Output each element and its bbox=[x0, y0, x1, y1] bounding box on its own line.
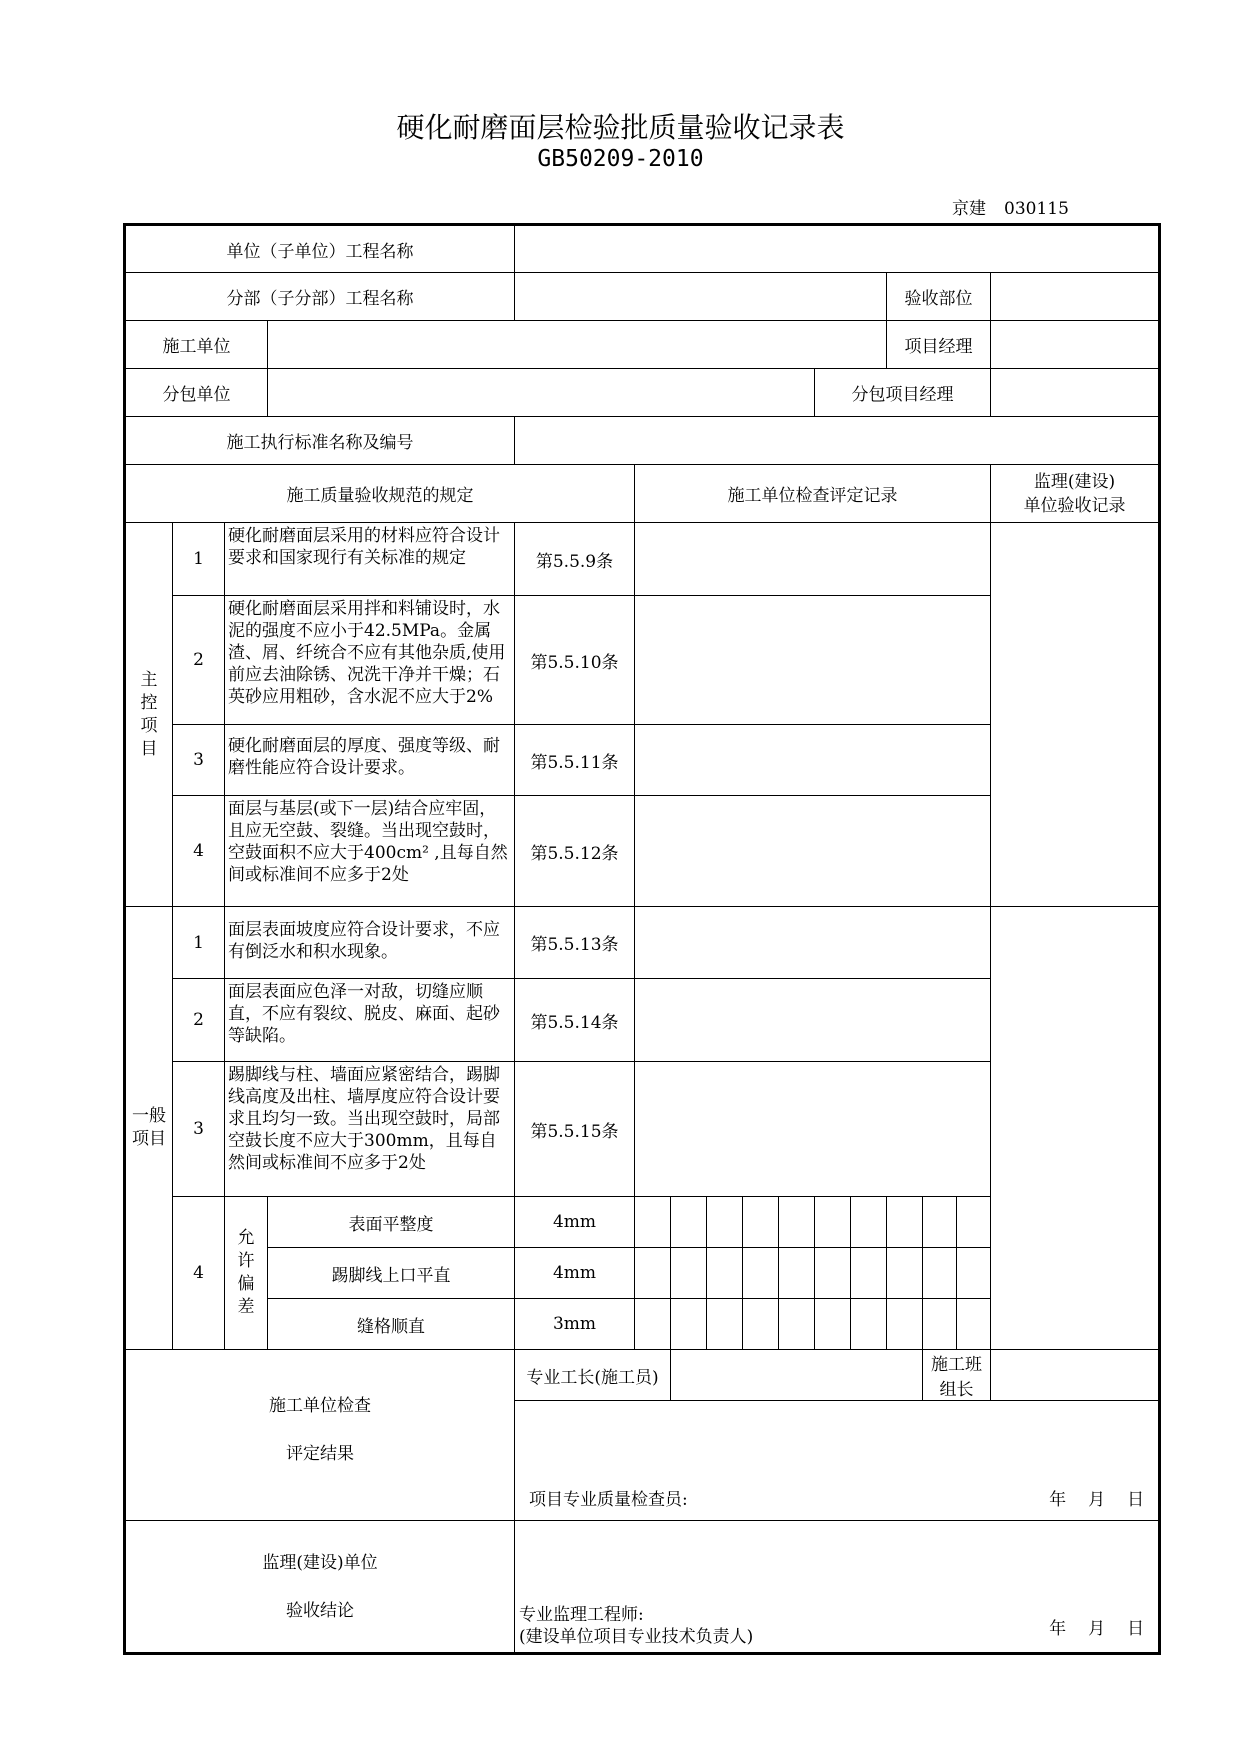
month-label: 月 bbox=[1088, 1490, 1106, 1510]
measurement-cell[interactable] bbox=[707, 1299, 743, 1350]
unit-project-label: 单位（子单位）工程名称 bbox=[125, 225, 515, 273]
team-leader-value[interactable] bbox=[991, 1350, 1160, 1401]
subcontract-unit-value[interactable] bbox=[268, 369, 815, 417]
main-control-label-char: 主 bbox=[140, 669, 158, 690]
measurement-cell[interactable] bbox=[635, 1299, 671, 1350]
supervision-date bbox=[1027, 1614, 1144, 1639]
check-record-cell[interactable] bbox=[635, 596, 991, 725]
day-label: 日 bbox=[1127, 1490, 1145, 1510]
requirement-text bbox=[225, 1062, 515, 1197]
project-manager-value[interactable] bbox=[991, 321, 1160, 369]
main-control-label-char: 目 bbox=[140, 738, 158, 759]
construction-unit-value[interactable] bbox=[268, 321, 887, 369]
standard-label: 施工执行标准名称及编号 bbox=[125, 417, 515, 465]
requirement-text bbox=[225, 907, 515, 979]
measurement-cell[interactable] bbox=[635, 1248, 671, 1299]
check-record-cell[interactable] bbox=[635, 1062, 991, 1197]
supervision-header-line1: 监理(建设) bbox=[1033, 471, 1116, 492]
item-number: 2 bbox=[173, 596, 225, 725]
measurement-cell[interactable] bbox=[957, 1248, 991, 1299]
team-leader-label: 施工班组长 bbox=[923, 1350, 991, 1401]
construction-result-line2: 评定结果 bbox=[286, 1444, 354, 1464]
tolerance-label-char: 差 bbox=[237, 1297, 255, 1317]
construction-result-area[interactable] bbox=[515, 1401, 1160, 1521]
clause-ref: 第5.5.10条 bbox=[515, 596, 635, 725]
engineer-label: 专业监理工程师: bbox=[519, 1605, 644, 1625]
requirement-text bbox=[225, 796, 515, 907]
unit-project-value[interactable] bbox=[515, 225, 1160, 273]
measurement-cell[interactable] bbox=[887, 1197, 923, 1248]
clause-ref: 第5.5.13条 bbox=[515, 907, 635, 979]
tolerance-label-char: 许 bbox=[237, 1251, 255, 1271]
requirement-text-body: 面层表面坡度应符合设计要求，不应有倒泛水和积水现象。 bbox=[228, 920, 500, 962]
measurement-cell[interactable] bbox=[743, 1299, 779, 1350]
supervision-result-line2: 验收结论 bbox=[286, 1600, 354, 1621]
measurement-cell[interactable] bbox=[851, 1197, 887, 1248]
sub-project-value[interactable] bbox=[515, 273, 887, 321]
measurement-cell[interactable] bbox=[957, 1197, 991, 1248]
check-record-cell[interactable] bbox=[635, 907, 991, 979]
check-record-cell[interactable] bbox=[635, 725, 991, 796]
item-number: 3 bbox=[173, 725, 225, 796]
check-record-cell[interactable] bbox=[635, 523, 991, 596]
item-number: 3 bbox=[173, 1062, 225, 1197]
measurement-cell[interactable] bbox=[851, 1248, 887, 1299]
requirement-text-body: 面层与基层(或下一层)结合应牢固，且应无空鼓、裂缝。当出现空鼓时，空鼓面积不应大于400cm² ,且每自然间或标准间不应多于2处 bbox=[228, 799, 508, 885]
tolerance-item: 踢脚线上口平直 bbox=[268, 1248, 515, 1299]
page-title: 硬化耐磨面层检验批质量验收记录表 bbox=[396, 111, 845, 144]
year-label: 年 bbox=[1049, 1490, 1067, 1510]
tolerance-item: 缝格顺直 bbox=[268, 1299, 515, 1350]
sub-project-label: 分部（子分部）工程名称 bbox=[125, 273, 515, 321]
requirement-text-body: 硬化耐磨面层采用的材料应符合设计要求和国家现行有关标准的规定 bbox=[228, 526, 500, 568]
measurement-cell[interactable] bbox=[671, 1299, 707, 1350]
spec-column-header: 施工质量验收规范的规定 bbox=[125, 465, 635, 523]
item-number: 4 bbox=[173, 1197, 225, 1350]
requirement-text-body: 硬化耐磨面层的厚度、强度等级、耐磨性能应符合设计要求。 bbox=[228, 736, 500, 778]
standard-value[interactable] bbox=[515, 417, 1160, 465]
form-code-prefix: 京建 bbox=[952, 199, 986, 219]
tolerance-label-char: 偏 bbox=[237, 1274, 255, 1294]
inspector-label: 项目专业质量检查员: bbox=[529, 1490, 688, 1510]
tolerance-label-char: 允 bbox=[237, 1228, 255, 1248]
year-label: 年 bbox=[1049, 1618, 1067, 1639]
standard-code: GB50209-2010 bbox=[537, 146, 704, 172]
measurement-cell[interactable] bbox=[815, 1248, 851, 1299]
tolerance-value: 4mm bbox=[515, 1197, 635, 1248]
clause-ref: 第5.5.12条 bbox=[515, 796, 635, 907]
subcontract-manager-label: 分包项目经理 bbox=[815, 369, 991, 417]
general-label-line1: 一般 bbox=[132, 1106, 166, 1126]
main-control-label-char: 控 bbox=[140, 692, 158, 713]
measurement-cell[interactable] bbox=[957, 1299, 991, 1350]
measurement-cell[interactable] bbox=[779, 1299, 815, 1350]
measurement-cell[interactable] bbox=[887, 1248, 923, 1299]
check-record-cell[interactable] bbox=[635, 979, 991, 1062]
measurement-cell[interactable] bbox=[707, 1248, 743, 1299]
main-control-label bbox=[125, 523, 173, 907]
clause-ref: 第5.5.9条 bbox=[515, 523, 635, 596]
requirement-text-body: 踢脚线与柱、墙面应紧密结合，踢脚线高度及出柱、墙厚度应符合设计要求且均匀一致。当出现空鼓时，局部空鼓长度不应大于300mm，且每自然间或标准间不应多于2处 bbox=[228, 1065, 500, 1173]
supervision-header-line2: 单位验收记录 bbox=[1023, 495, 1126, 516]
inspection-form bbox=[123, 223, 1161, 1655]
measurement-cell[interactable] bbox=[779, 1248, 815, 1299]
tolerance-item: 表面平整度 bbox=[268, 1197, 515, 1248]
construction-unit-label: 施工单位 bbox=[125, 321, 268, 369]
tolerance-value: 3mm bbox=[515, 1299, 635, 1350]
acceptance-part-value[interactable] bbox=[991, 273, 1160, 321]
measurement-cell[interactable] bbox=[743, 1197, 779, 1248]
tolerance-value: 4mm bbox=[515, 1248, 635, 1299]
clause-ref: 第5.5.11条 bbox=[515, 725, 635, 796]
measurement-cell[interactable] bbox=[671, 1248, 707, 1299]
measurement-cell[interactable] bbox=[923, 1299, 957, 1350]
measurement-cell[interactable] bbox=[923, 1248, 957, 1299]
clause-ref: 第5.5.14条 bbox=[515, 979, 635, 1062]
form-code bbox=[952, 194, 1069, 219]
requirement-text bbox=[225, 523, 515, 596]
measurement-cell[interactable] bbox=[815, 1197, 851, 1248]
supervision-result-label bbox=[125, 1521, 515, 1654]
subcontract-unit-label: 分包单位 bbox=[125, 369, 268, 417]
item-number: 1 bbox=[173, 907, 225, 979]
foreman-value[interactable] bbox=[671, 1350, 923, 1401]
day-label: 日 bbox=[1127, 1618, 1145, 1639]
measurement-cell[interactable] bbox=[635, 1197, 671, 1248]
measurement-cell[interactable] bbox=[779, 1197, 815, 1248]
item-number: 1 bbox=[173, 523, 225, 596]
construction-date bbox=[1027, 1485, 1144, 1510]
measurement-cell[interactable] bbox=[671, 1197, 707, 1248]
general-items-label bbox=[125, 907, 173, 1350]
construction-result-line1: 施工单位检查 bbox=[269, 1396, 371, 1416]
clause-ref: 第5.5.15条 bbox=[515, 1062, 635, 1197]
month-label: 月 bbox=[1088, 1618, 1106, 1639]
measurement-cell[interactable] bbox=[815, 1299, 851, 1350]
tolerance-label bbox=[225, 1197, 268, 1350]
main-control-label-char: 项 bbox=[140, 715, 158, 736]
measurement-cell[interactable] bbox=[923, 1197, 957, 1248]
form-code-number: 030115 bbox=[1004, 199, 1069, 219]
supervision-result-area[interactable] bbox=[515, 1521, 1160, 1654]
check-record-column-header: 施工单位检查评定记录 bbox=[635, 465, 991, 523]
requirement-text-body: 硬化耐磨面层采用拌和料铺设时，水泥的强度不应小于42.5MPa。金属渣、屑、纤统合不应有其他杂质,使用前应去油除锈、况洗干净并干燥；石英砂应用粗砂，含水泥不应大于2% bbox=[228, 599, 506, 707]
supervision-record-cell[interactable] bbox=[991, 907, 1160, 1350]
engineer-note: (建设单位项目专业技术负责人) bbox=[519, 1627, 754, 1647]
requirement-text-body: 面层表面应色泽一对敌，切缝应顺直，不应有裂纹、脱皮、麻面、起砂等缺陷。 bbox=[228, 982, 500, 1046]
check-record-cell[interactable] bbox=[635, 796, 991, 907]
requirement-text bbox=[225, 596, 515, 725]
construction-result-label bbox=[125, 1350, 515, 1521]
requirement-text bbox=[225, 725, 515, 796]
acceptance-part-label: 验收部位 bbox=[887, 273, 991, 321]
measurement-cell[interactable] bbox=[851, 1299, 887, 1350]
general-label-line2: 项目 bbox=[132, 1129, 166, 1149]
supervision-record-cell[interactable] bbox=[991, 523, 1160, 907]
project-manager-label: 项目经理 bbox=[887, 321, 991, 369]
measurement-cell[interactable] bbox=[707, 1197, 743, 1248]
foreman-label: 专业工长(施工员) bbox=[515, 1350, 671, 1401]
measurement-cell[interactable] bbox=[887, 1299, 923, 1350]
requirement-text bbox=[225, 979, 515, 1062]
engineer-block bbox=[519, 1604, 753, 1648]
supervision-column-header bbox=[991, 465, 1160, 523]
item-number: 4 bbox=[173, 796, 225, 907]
measurement-cell[interactable] bbox=[743, 1248, 779, 1299]
subcontract-manager-value[interactable] bbox=[991, 369, 1160, 417]
supervision-result-line1: 监理(建设)单位 bbox=[262, 1552, 378, 1573]
item-number: 2 bbox=[173, 979, 225, 1062]
